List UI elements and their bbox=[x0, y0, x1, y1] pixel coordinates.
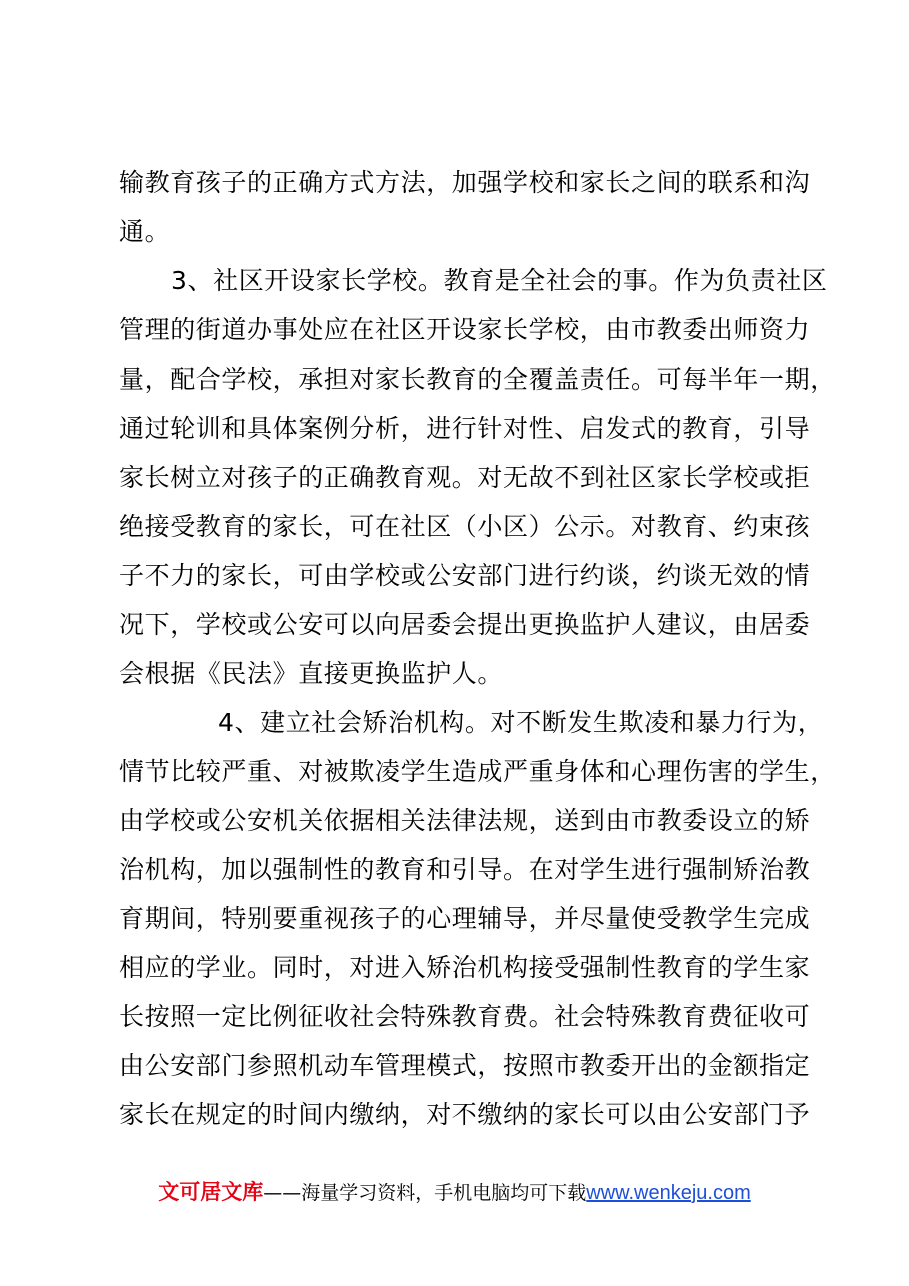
text-line: 通过轮训和具体案例分析，进行针对性、启发式的教育，引导 bbox=[119, 414, 811, 443]
website-link[interactable]: www.wenkeju.com bbox=[586, 1182, 751, 1204]
footer-slogan: ——海量学习资料，手机电脑均可下载 bbox=[263, 1182, 587, 1204]
text-line: 管理的街道办事处应在社区开设家长学校，由市教委出师资力 bbox=[119, 315, 811, 344]
text-line: 况下，学校或公安可以向居委会提出更换监护人建议，由居委 bbox=[119, 610, 811, 639]
text-line: 子不力的家长，可由学校或公安部门进行约谈，约谈无效的情 bbox=[119, 561, 811, 590]
text-line: 相应的学业。同时，对进入矫治机构接受强制性教育的学生家 bbox=[119, 953, 811, 982]
text-line: 情节比较严重、对被欺凌学生造成严重身体和心理伤害的学生， bbox=[119, 757, 836, 786]
text-line: 治机构，加以强制性的教育和引导。在对学生进行强制矫治教 bbox=[119, 855, 811, 884]
text-line: 绝接受教育的家长，可在社区（小区）公示。对教育、约束孩 bbox=[119, 512, 811, 541]
text-line: 育期间，特别要重视孩子的心理辅导，并尽量使受教学生完成 bbox=[119, 904, 811, 933]
text-line: 输教育孩子的正确方式方法，加强学校和家长之间的联系和沟 bbox=[119, 168, 811, 197]
text-line: 会根据《民法》直接更换监护人。 bbox=[119, 659, 504, 688]
text-line: 通。 bbox=[119, 217, 171, 246]
brand-name: 文可居文库 bbox=[158, 1180, 264, 1204]
text-line: 长按照一定比例征收社会特殊教育费。社会特殊教育费征收可 bbox=[119, 1002, 811, 1031]
text-line: 由学校或公安机关依据相关法律法规，送到由市教委设立的矫 bbox=[119, 806, 811, 835]
text-line: 由公安部门参照机动车管理模式，按照市教委开出的金额指定 bbox=[119, 1051, 811, 1080]
text-line: 家长在规定的时间内缴纳，对不缴纳的家长可以由公安部门予 bbox=[119, 1100, 811, 1129]
footer-banner bbox=[0, 1178, 909, 1207]
text-line: 量，配合学校，承担对家长教育的全覆盖责任。可每半年一期， bbox=[119, 365, 836, 394]
paragraph-4-start: 4、建立社会矫治机构。对不断发生欺凌和暴力行为， bbox=[218, 708, 824, 737]
text-line: 家长树立对孩子的正确教育观。对无故不到社区家长学校或拒 bbox=[119, 463, 811, 492]
paragraph-3-start: 3、社区开设家长学校。教育是全社会的事。作为负责社区 bbox=[171, 266, 828, 295]
